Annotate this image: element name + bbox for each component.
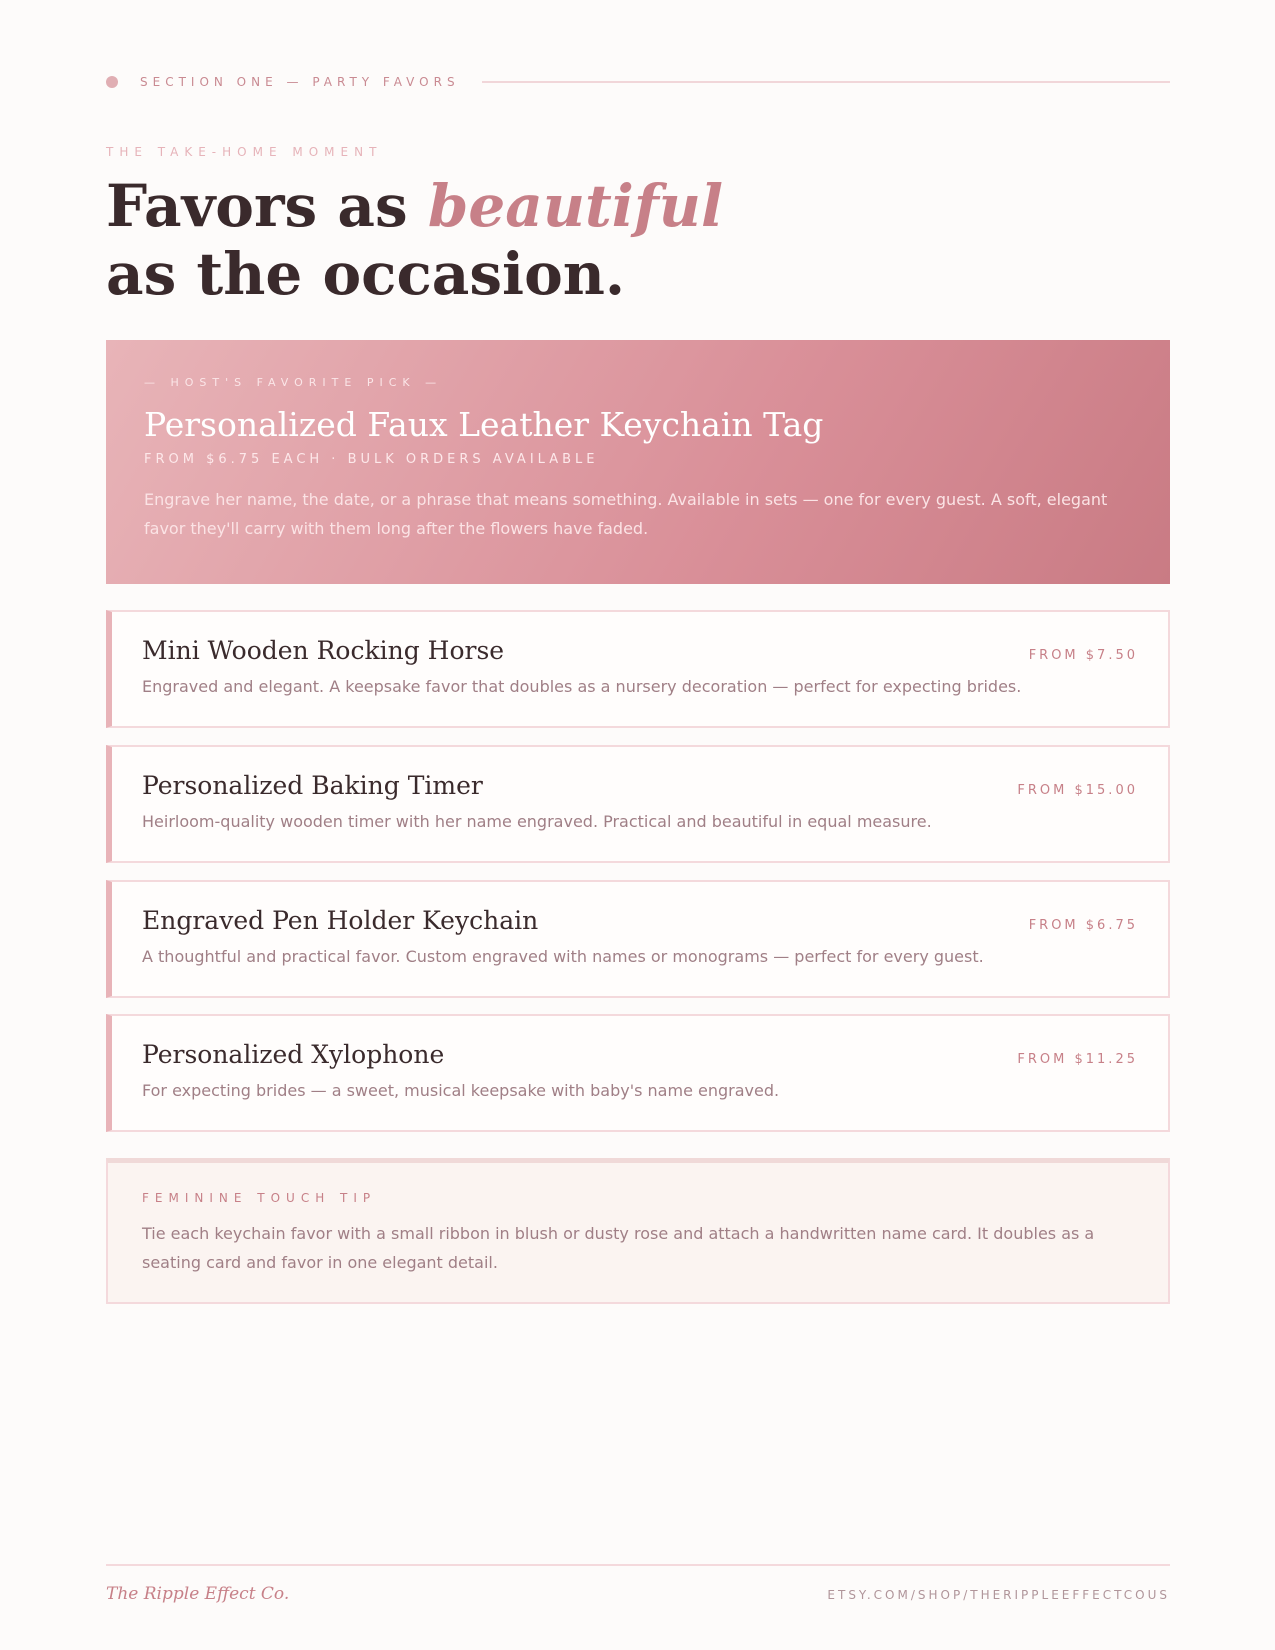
featured-description: Engrave her name, the date, or a phrase that means something. Available in sets — one for every guest. A soft, elegant favor they'll carry with them long after the flowers have faded. [144, 490, 1108, 538]
product-title: Engraved Pen Holder Keychain [142, 906, 539, 935]
tip-text: Tie each keychain favor with a small ribbon in blush or dusty rose and attach a handwritten name card. It doubles as a seating card and favor in one elegant detail. [142, 1224, 1095, 1272]
footer-divider [106, 1564, 1170, 1566]
headline-accent: beautiful [427, 172, 723, 240]
product-price: FROM $6.75 [1028, 918, 1138, 933]
headline-part1: Favors as [106, 172, 428, 240]
product-description: Heirloom-quality wooden timer with her name engraved. Practical and beautiful in equal measure. [142, 812, 932, 831]
product-title: Personalized Xylophone [142, 1040, 445, 1069]
product-description: For expecting brides — a sweet, musical keepsake with baby's name engraved. [142, 1081, 780, 1100]
product-card [106, 880, 1170, 998]
section-header [106, 72, 1170, 92]
product-description: A thoughtful and practical favor. Custom engraved with names or monograms — perfect for every guest. [142, 947, 984, 966]
featured-title: Personalized Faux Leather Keychain Tag [144, 405, 824, 444]
product-title: Mini Wooden Rocking Horse [142, 636, 505, 665]
section-dot-icon [106, 76, 118, 88]
section-divider [482, 81, 1170, 83]
product-price: FROM $15.00 [1017, 783, 1138, 798]
product-title: Personalized Baking Timer [142, 771, 483, 800]
section-label: SECTION ONE — PARTY FAVORS [140, 75, 460, 89]
shop-url: ETSY.COM/SHOP/THERIPPLEEFFECTCOUS [827, 1588, 1170, 1602]
product-card [106, 1014, 1170, 1132]
document-page [106, 0, 1170, 1650]
product-price: FROM $11.25 [1017, 1052, 1138, 1067]
tip-box [106, 1158, 1170, 1304]
featured-kicker: — HOST'S FAVORITE PICK — [144, 376, 443, 389]
product-card [106, 745, 1170, 863]
product-price: FROM $7.50 [1028, 648, 1138, 663]
headline-line2: as the occasion. [106, 240, 626, 308]
featured-product-card [106, 340, 1170, 584]
product-description: Engraved and elegant. A keepsake favor that doubles as a nursery decoration — perfect for expecting brides. [142, 677, 1022, 696]
tip-label: FEMININE TOUCH TIP [142, 1191, 377, 1205]
featured-price: FROM $6.75 EACH · BULK ORDERS AVAILABLE [144, 452, 599, 467]
brand-name: The Ripple Effect Co. [106, 1584, 290, 1604]
page-headline [106, 172, 723, 308]
intro-kicker: THE TAKE-HOME MOMENT [106, 145, 383, 159]
product-card [106, 610, 1170, 728]
